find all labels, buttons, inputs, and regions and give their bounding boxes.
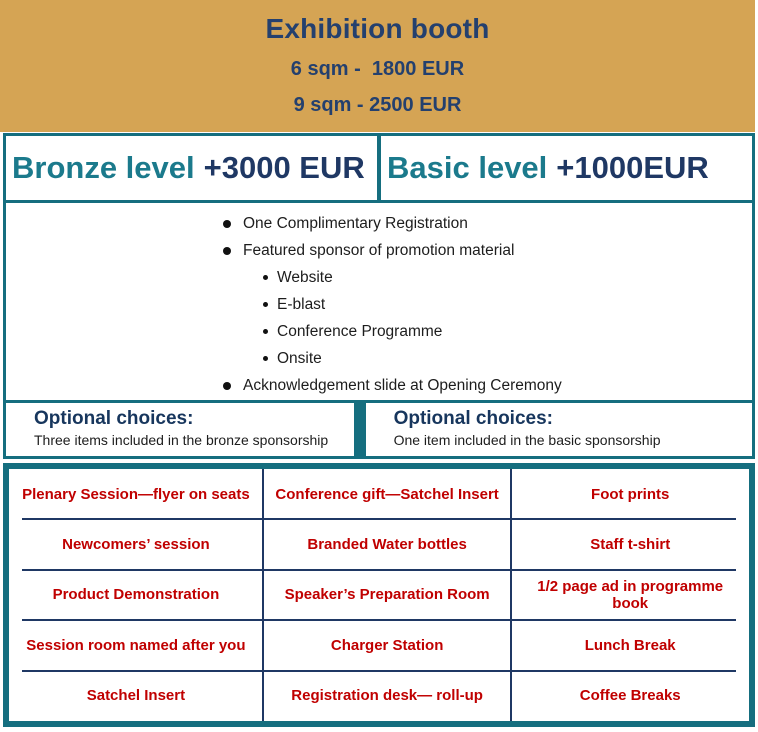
grid-vertical-divider	[510, 469, 512, 721]
option-cell: Plenary Session—flyer on seats	[22, 485, 250, 503]
option-cell: Branded Water bottles	[307, 536, 467, 554]
benefit-subitem	[277, 296, 752, 313]
optional-items-grid	[3, 463, 755, 727]
option-cell: Speaker’s Preparation Room	[284, 586, 490, 604]
bullet-icon	[263, 302, 268, 307]
option-cell: Product Demonstration	[52, 586, 220, 604]
bullet-icon	[223, 382, 231, 390]
optional-choices-bronze	[6, 403, 366, 456]
optional-choices-basic	[366, 403, 752, 456]
option-cell: Session room named after you	[26, 636, 246, 654]
option-cell: Staff t-shirt	[590, 536, 671, 554]
booth-price-6sqm: 6 sqm - 1800 EUR	[290, 58, 465, 80]
basic-level-name: Basic level	[387, 150, 548, 185]
benefit-subitem	[277, 350, 752, 367]
benefit-item	[243, 242, 752, 259]
sponsorship-levels-box	[3, 133, 755, 459]
benefit-item-label: Conference Programme	[277, 323, 443, 340]
bronze-level-surcharge: +3000 EUR	[203, 150, 365, 185]
bullet-icon	[263, 275, 268, 280]
benefit-item-label: E-blast	[277, 296, 326, 313]
benefits-list	[6, 203, 752, 403]
basic-level-cell	[381, 136, 752, 200]
bronze-level-cell	[6, 136, 381, 200]
exhibition-booth-header	[0, 0, 755, 132]
option-cell: Conference gift—Satchel Insert	[275, 485, 499, 503]
basic-level-surcharge: +1000EUR	[556, 150, 709, 185]
optional-heading: Optional choices:	[34, 408, 194, 429]
benefit-item	[243, 377, 752, 394]
bullet-icon	[263, 329, 268, 334]
option-cell: Registration desk— roll-up	[291, 687, 483, 705]
benefit-item-label: Onsite	[277, 350, 322, 367]
option-cell: Charger Station	[330, 636, 444, 654]
bullet-icon	[263, 356, 268, 361]
option-cell: 1/2 page ad in programme book	[537, 577, 724, 612]
grid-horizontal-divider	[22, 569, 736, 571]
bullet-icon	[223, 220, 231, 228]
bronze-level-name: Bronze level	[12, 150, 195, 185]
optional-description: One item included in the basic sponsorship	[393, 432, 661, 448]
grid-horizontal-divider	[22, 670, 736, 672]
option-cell: Newcomers’ session	[62, 536, 210, 554]
grid-horizontal-divider	[22, 518, 736, 520]
benefit-item	[243, 215, 752, 232]
benefit-item-label: Website	[277, 269, 333, 286]
booth-price-9sqm: 9 sqm - 2500 EUR	[293, 94, 462, 116]
bullet-icon	[223, 247, 231, 255]
benefit-item-label: One Complimentary Registration	[243, 215, 468, 232]
optional-description: Three items included in the bronze sponsorship	[34, 432, 329, 448]
grid-vertical-divider	[262, 469, 264, 721]
optional-heading: Optional choices:	[393, 408, 553, 429]
grid-horizontal-divider	[22, 619, 736, 621]
level-row	[6, 136, 752, 203]
benefit-subitem	[277, 323, 752, 340]
option-cell: Foot prints	[591, 485, 670, 503]
option-cell: Satchel Insert	[86, 687, 186, 705]
benefit-item-label: Featured sponsor of promotion material	[243, 242, 515, 259]
benefit-subitem	[277, 269, 752, 286]
option-cell: Coffee Breaks	[579, 687, 681, 705]
option-cell: Lunch Break	[584, 636, 676, 654]
benefit-item-label: Acknowledgement slide at Opening Ceremony	[243, 377, 562, 394]
optional-choices-row	[6, 403, 752, 456]
page-title: Exhibition booth	[265, 13, 490, 44]
